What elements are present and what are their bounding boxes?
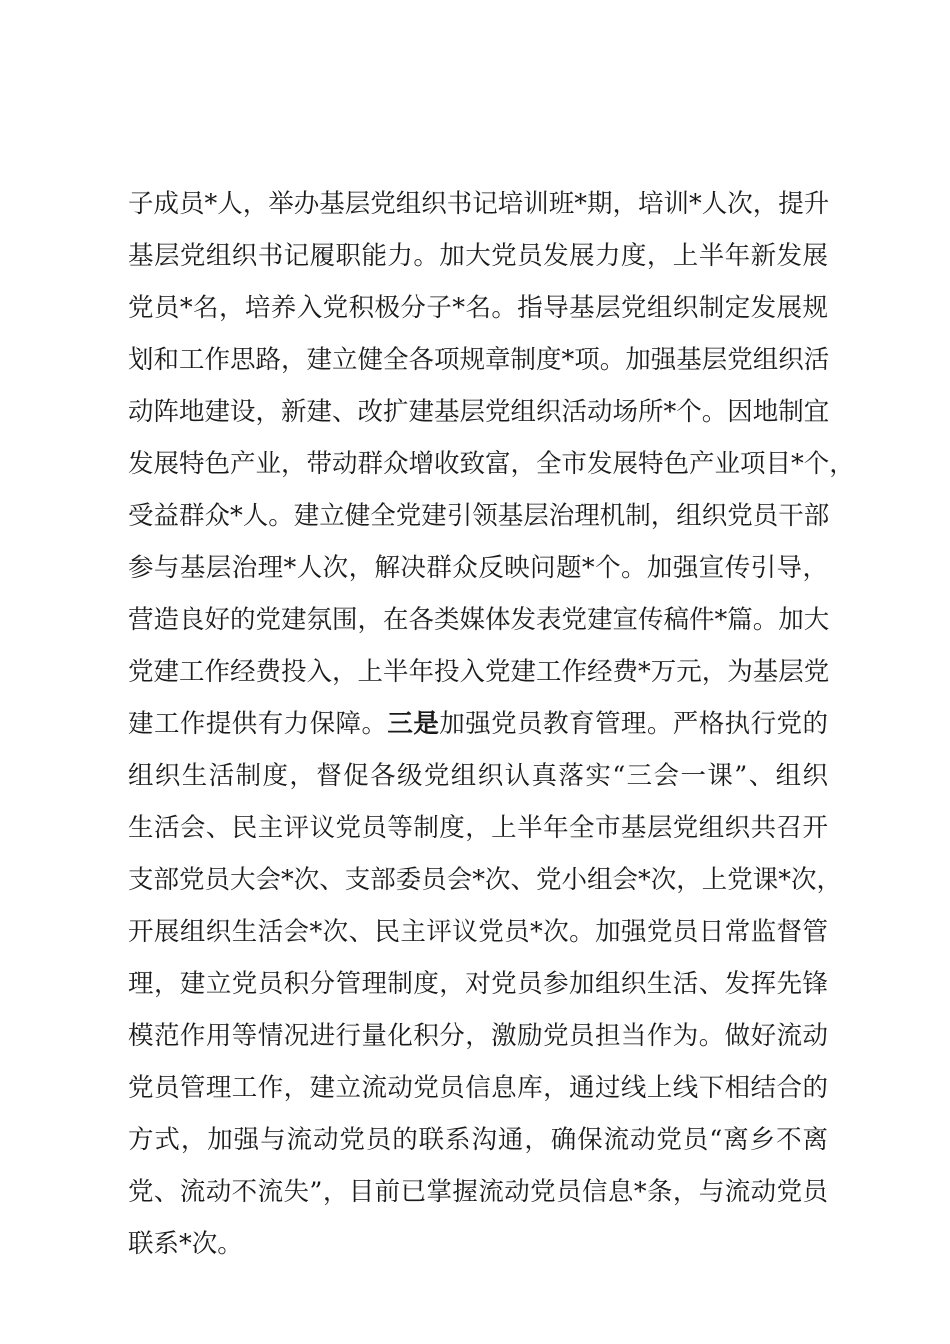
text-line: 组织生活制度，督促各级党组织认真落实“三会一课”、组织 [128, 761, 828, 791]
body-paragraph [128, 178, 855, 1270]
text-line: 支部党员大会*次、支部委员会*次、党小组会*次，上党课*次， [128, 865, 843, 895]
text-line: 生活会、民主评议党员等制度，上半年全市基层党组织共召开 [128, 813, 828, 843]
text-line: 模范作用等情况进行量化积分，激励党员担当作为。做好流动 [128, 1021, 828, 1051]
text-line: 基层党组织书记履职能力。加大党员发展力度，上半年新发展 [128, 241, 828, 271]
text-line: 参与基层治理*人次，解决群众反映问题*个。加强宣传引导， [128, 553, 828, 583]
text-line: 党、流动不流失”，目前已掌握流动党员信息*条，与流动党员 [128, 1177, 828, 1207]
text-line: 党员管理工作，建立流动党员信息库，通过线上线下相结合的 [128, 1073, 828, 1103]
text-line: 党建工作经费投入，上半年投入党建工作经费*万元，为基层党 [128, 657, 830, 687]
text-line: 动阵地建设，新建、改扩建基层党组织活动场所*个。因地制宜 [128, 397, 830, 427]
text-segment: 建工作提供有力保障。 [128, 709, 388, 739]
text-line: 子成员*人，举办基层党组织书记培训班*期，培训*人次，提升 [128, 189, 830, 219]
text-segment: 加强党员教育管理。严格执行党的 [439, 709, 828, 739]
text-line: 理，建立党员积分管理制度，对党员参加组织生活、发挥先锋 [128, 969, 828, 999]
text-line: 发展特色产业，带动群众增收致富，全市发展特色产业项目*个， [128, 449, 855, 479]
text-line: 受益群众*人。建立健全党建引领基层治理机制，组织党员干部 [128, 501, 830, 531]
text-line: 联系*次。 [128, 1229, 243, 1259]
emphasis-heading: 三是 [387, 709, 440, 739]
text-line [128, 698, 828, 750]
text-line: 开展组织生活会*次、民主评议党员*次。加强党员日常监督管 [128, 917, 828, 947]
text-line: 方式，加强与流动党员的联系沟通，确保流动党员“离乡不离 [128, 1125, 828, 1155]
text-line: 营造良好的党建氛围，在各类媒体发表党建宣传稿件*篇。加大 [128, 605, 830, 635]
text-line: 党员*名，培养入党积极分子*名。指导基层党组织制定发展规 [128, 293, 828, 323]
text-line: 划和工作思路，建立健全各项规章制度*项。加强基层党组织活 [128, 345, 830, 375]
